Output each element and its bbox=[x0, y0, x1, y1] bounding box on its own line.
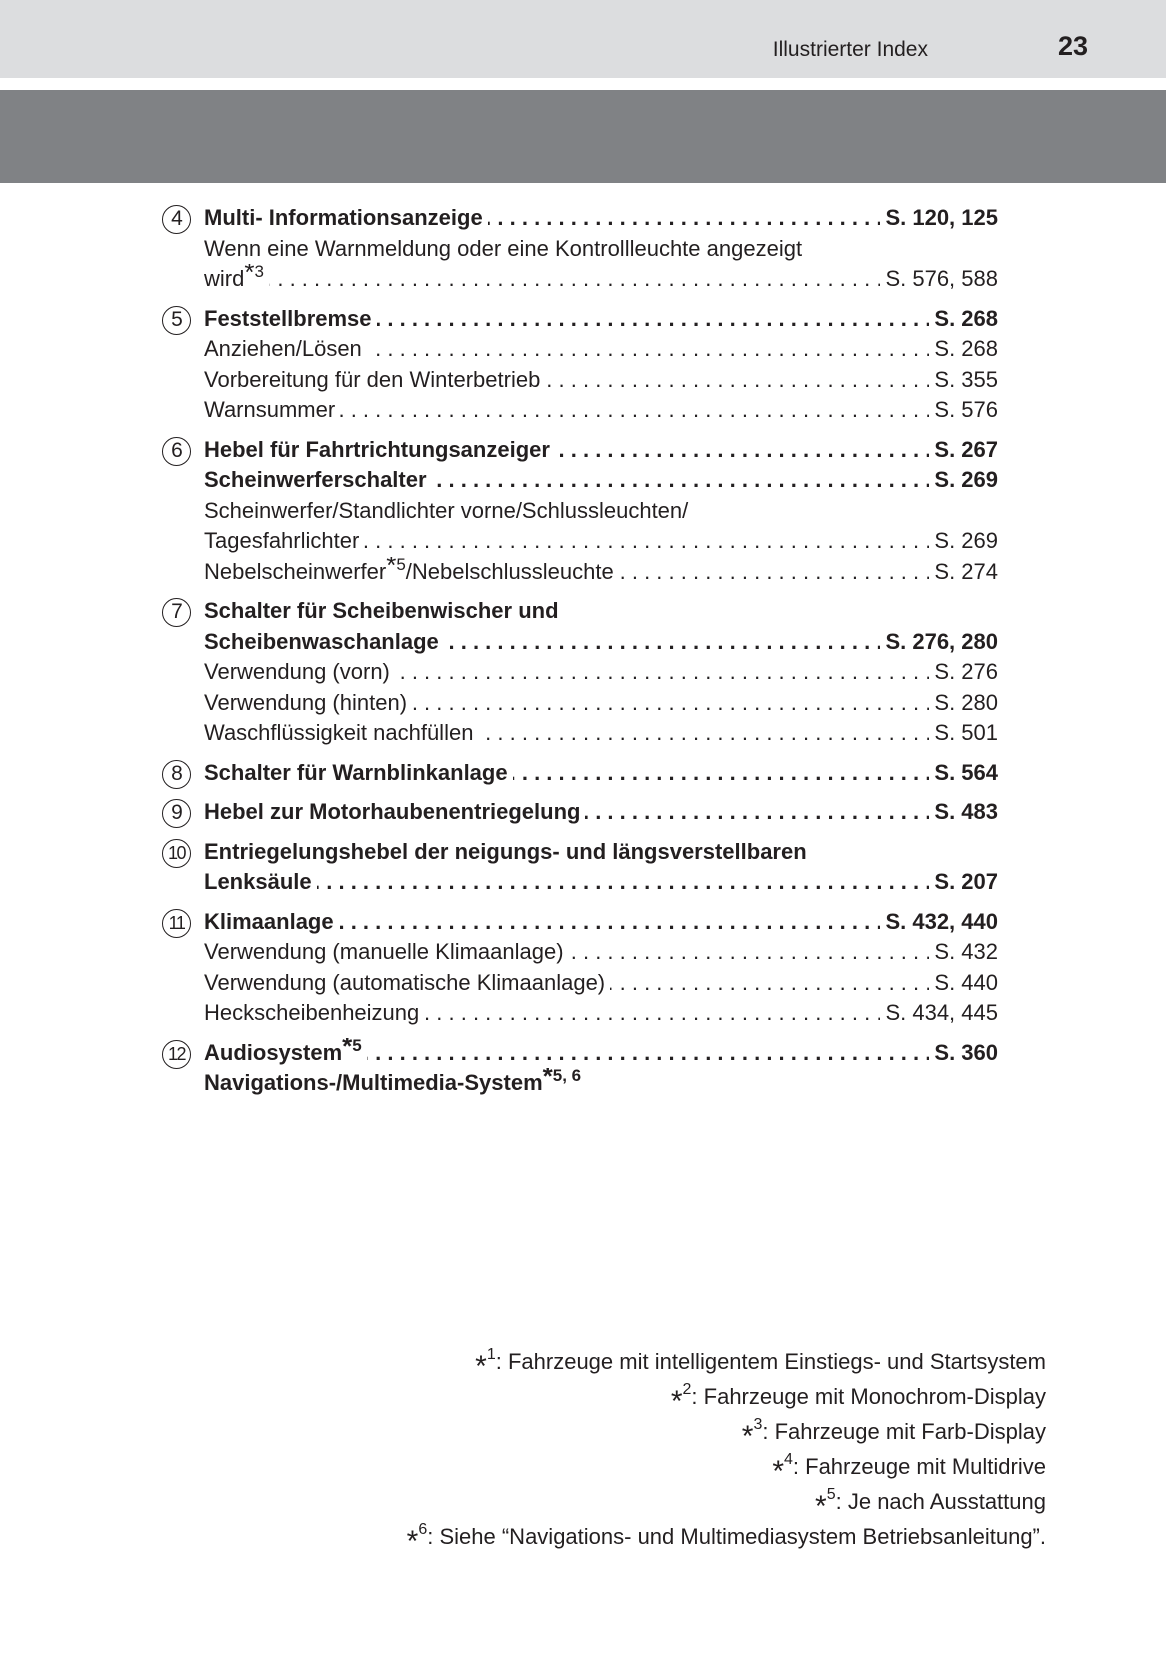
index-group bbox=[152, 596, 998, 749]
footnote-number: 3 bbox=[254, 264, 264, 281]
page-reference[interactable]: S. 269 bbox=[929, 526, 998, 557]
footnote-reference bbox=[342, 1037, 362, 1061]
entry-label bbox=[204, 498, 693, 523]
index-entry[interactable] bbox=[204, 688, 998, 719]
entry-label bbox=[204, 336, 367, 361]
asterisk-icon: * bbox=[542, 1068, 553, 1091]
entry-label bbox=[204, 437, 555, 462]
item-number-badge: 8 bbox=[162, 760, 191, 789]
page-reference[interactable]: S. 360 bbox=[929, 1038, 998, 1069]
index-entry[interactable] bbox=[204, 837, 998, 868]
entry-label bbox=[204, 629, 444, 654]
page-reference[interactable]: S. 576 bbox=[929, 395, 998, 426]
index-group bbox=[152, 837, 998, 898]
index-entry[interactable] bbox=[204, 1038, 998, 1069]
footnote-text: : Fahrzeuge mit Monochrom-Display bbox=[691, 1384, 1046, 1409]
footnote-reference bbox=[542, 1068, 582, 1091]
entry-text: Tagesfahrlichter bbox=[204, 528, 360, 553]
page-reference[interactable]: S. 269 bbox=[929, 465, 998, 496]
index-entry[interactable] bbox=[204, 718, 998, 749]
page-reference[interactable]: S. 276 bbox=[929, 657, 998, 688]
entry-text: Feststellbremse bbox=[204, 305, 372, 331]
page-reference[interactable]: S. 274 bbox=[929, 557, 998, 588]
entry-label bbox=[204, 1000, 424, 1025]
footnote-text: : Fahrzeuge mit intelligentem Einstiegs- und Startsystem bbox=[495, 1349, 1046, 1374]
asterisk-icon: * bbox=[342, 1037, 353, 1061]
entry-text: Audiosystem bbox=[204, 1039, 343, 1065]
item-number-badge: 12 bbox=[162, 1040, 191, 1069]
footnote-text: : Fahrzeuge mit Multidrive bbox=[792, 1454, 1046, 1479]
footnote-number: 5, 6 bbox=[552, 1068, 582, 1085]
entry-label bbox=[204, 839, 812, 864]
entry-text: Klimaanlage bbox=[204, 908, 334, 934]
item-number-badge: 4 bbox=[162, 205, 191, 234]
footnote bbox=[407, 1338, 1046, 1383]
entry-label bbox=[204, 236, 807, 261]
footnote-number: 1 bbox=[486, 1346, 496, 1363]
leader-dots bbox=[204, 264, 998, 295]
index-entry[interactable] bbox=[204, 937, 998, 968]
entry-text: Entriegelungshebel der neigungs- und längsverstellbaren bbox=[204, 838, 807, 864]
entry-label bbox=[204, 690, 412, 715]
footnote-number: 6 bbox=[418, 1521, 428, 1538]
index-entry[interactable] bbox=[204, 998, 998, 1029]
entry-text: Schalter für Warnblinkanlage bbox=[204, 759, 508, 785]
index-entry[interactable] bbox=[204, 867, 998, 898]
item-number-badge: 10 bbox=[162, 839, 191, 868]
page-reference[interactable]: S. 576, 588 bbox=[880, 264, 998, 295]
footnotes bbox=[406, 1338, 1046, 1558]
header-divider bbox=[0, 78, 1166, 90]
index-entry[interactable] bbox=[204, 334, 998, 365]
index-entry[interactable] bbox=[204, 496, 998, 527]
entry-text: Verwendung (vorn) bbox=[204, 659, 390, 684]
index-list bbox=[152, 203, 998, 1108]
entry-label bbox=[204, 306, 377, 331]
index-entry[interactable] bbox=[204, 758, 998, 789]
entry-text: Warnsummer bbox=[204, 397, 336, 422]
entry-label bbox=[204, 909, 339, 934]
index-entry[interactable] bbox=[204, 395, 998, 426]
entry-text: Multi- Informationsanzeige bbox=[204, 205, 483, 230]
page-reference[interactable]: S. 120, 125 bbox=[880, 203, 998, 234]
index-entry[interactable] bbox=[204, 627, 998, 658]
index-entry[interactable] bbox=[204, 304, 998, 335]
entry-text: Verwendung (hinten) bbox=[204, 689, 408, 715]
item-number-badge: 6 bbox=[162, 437, 191, 466]
header-dark-bar bbox=[0, 90, 1166, 183]
page-number: 23 bbox=[1057, 31, 1088, 61]
entry-text: Lenksäule bbox=[204, 869, 312, 894]
footnote-reference bbox=[244, 264, 264, 287]
entry-text: Hebel für Fahrtrichtungsanzeiger bbox=[204, 436, 550, 462]
index-group bbox=[152, 907, 998, 1029]
page-reference[interactable]: S. 501 bbox=[929, 718, 998, 749]
index-entry[interactable] bbox=[204, 264, 998, 295]
page-reference[interactable]: S. 434, 445 bbox=[880, 998, 998, 1029]
footnote bbox=[407, 1478, 1046, 1523]
page-reference[interactable]: S. 432, 440 bbox=[880, 907, 998, 938]
footnote-number: 3 bbox=[753, 1416, 763, 1433]
entry-text: Navigations-/Multimedia-System bbox=[204, 1070, 543, 1095]
entry-text: Schalter für Scheibenwischer und bbox=[204, 598, 559, 623]
footnote-number: 2 bbox=[682, 1381, 692, 1398]
index-group bbox=[152, 758, 998, 789]
entry-label bbox=[204, 205, 488, 230]
entry-label bbox=[204, 367, 545, 392]
item-number-badge: 11 bbox=[162, 909, 191, 938]
entry-label bbox=[204, 869, 317, 894]
index-entry[interactable] bbox=[204, 657, 998, 688]
page-reference[interactable]: S. 267 bbox=[929, 435, 998, 466]
entry-label bbox=[204, 939, 569, 964]
index-entry[interactable] bbox=[204, 526, 998, 557]
asterisk-icon: * bbox=[406, 1525, 419, 1558]
entry-text: Verwendung (automatische Klimaanlage) bbox=[204, 969, 606, 995]
index-group bbox=[152, 304, 998, 426]
asterisk-icon: * bbox=[815, 1490, 827, 1523]
entry-text: Vorbereitung für den Winterbetrieb bbox=[204, 366, 541, 392]
entry-text: Nebelscheinwerfer bbox=[204, 558, 387, 584]
header-band bbox=[0, 0, 1166, 78]
index-entry[interactable] bbox=[204, 797, 998, 828]
entry-label bbox=[204, 598, 564, 623]
footnote bbox=[407, 1373, 1046, 1418]
entry-text: Verwendung (manuelle Klimaanlage) bbox=[204, 939, 564, 964]
index-entry[interactable] bbox=[204, 596, 998, 627]
entry-text-continued: /Nebelschlussleuchte bbox=[405, 558, 614, 584]
entry-text: Scheinwerfer/Standlichter vorne/Schlussleuchten/ bbox=[204, 497, 689, 523]
entry-text: Scheinwerferschalter bbox=[204, 467, 427, 492]
footnote-number: 5 bbox=[396, 556, 406, 574]
asterisk-icon: * bbox=[475, 1350, 487, 1383]
page-reference[interactable]: S. 440 bbox=[929, 968, 998, 999]
asterisk-icon: * bbox=[741, 1420, 754, 1453]
leader-dots bbox=[204, 867, 998, 898]
index-entry[interactable] bbox=[204, 907, 998, 938]
page-reference[interactable]: S. 432 bbox=[929, 937, 998, 968]
entry-text: Scheibenwaschanlage bbox=[204, 628, 439, 654]
page-reference[interactable]: S. 564 bbox=[929, 758, 998, 789]
entry-text: Heckscheibenheizung bbox=[204, 1000, 420, 1025]
entry-label bbox=[204, 397, 340, 422]
section-title: Illustrierter Index bbox=[772, 38, 928, 61]
index-entry[interactable] bbox=[204, 557, 998, 588]
entry-label bbox=[204, 799, 585, 824]
entry-label bbox=[204, 528, 364, 553]
entry-text: Anziehen/Lösen bbox=[204, 336, 362, 361]
index-entry[interactable] bbox=[204, 465, 998, 496]
index-entry[interactable] bbox=[204, 1068, 998, 1099]
item-number-badge: 9 bbox=[162, 799, 191, 828]
index-entry[interactable] bbox=[204, 435, 998, 466]
footnote-number: 5 bbox=[352, 1037, 362, 1055]
entry-label bbox=[204, 266, 269, 291]
entry-text: wird bbox=[204, 266, 245, 291]
page-reference[interactable]: S. 268 bbox=[929, 304, 998, 335]
entry-label bbox=[204, 970, 610, 995]
footnote-number: 4 bbox=[784, 1451, 793, 1468]
index-group bbox=[152, 1038, 998, 1099]
page-reference[interactable]: S. 276, 280 bbox=[880, 627, 998, 658]
entry-label bbox=[204, 659, 395, 684]
footnote-number: 5 bbox=[826, 1486, 836, 1503]
index-entry[interactable] bbox=[204, 968, 998, 999]
footnote-text: : Je nach Ausstattung bbox=[835, 1489, 1046, 1514]
page-reference[interactable]: S. 207 bbox=[929, 867, 998, 898]
footnote-reference bbox=[386, 556, 406, 580]
entry-text: Wenn eine Warnmeldung oder eine Kontrollleuchte angezeigt bbox=[204, 235, 803, 261]
index-group bbox=[152, 797, 998, 828]
page-reference[interactable]: S. 268 bbox=[929, 334, 998, 365]
footnote bbox=[407, 1408, 1046, 1453]
footnote-text: : Fahrzeuge mit Farb-Display bbox=[762, 1419, 1046, 1444]
entry-text: Waschflüssigkeit nachfüllen bbox=[204, 720, 474, 745]
page-reference[interactable]: S. 483 bbox=[929, 797, 998, 828]
entry-text: Hebel zur Motorhaubenentriegelung bbox=[204, 799, 581, 824]
footnote bbox=[406, 1513, 1046, 1558]
index-entry[interactable] bbox=[204, 203, 998, 234]
index-group bbox=[152, 435, 998, 588]
entry-label bbox=[204, 556, 619, 584]
index-entry[interactable] bbox=[204, 234, 998, 265]
asterisk-icon: * bbox=[386, 556, 397, 580]
entry-label bbox=[204, 1037, 367, 1065]
index-group bbox=[152, 203, 998, 295]
entry-label bbox=[204, 1070, 586, 1095]
entry-label bbox=[204, 467, 432, 492]
footnote bbox=[407, 1443, 1046, 1488]
item-number-badge: 5 bbox=[162, 306, 191, 335]
index-entry[interactable] bbox=[204, 365, 998, 396]
page-reference[interactable]: S. 280 bbox=[929, 688, 998, 719]
entry-label bbox=[204, 720, 478, 745]
asterisk-icon: * bbox=[244, 264, 255, 287]
item-number-badge: 7 bbox=[162, 598, 191, 627]
entry-label bbox=[204, 760, 513, 785]
asterisk-icon: * bbox=[772, 1455, 784, 1488]
footnote-text: : Siehe “Navigations- und Multimediasystem Betriebsanleitung”. bbox=[427, 1524, 1046, 1549]
asterisk-icon: * bbox=[670, 1385, 683, 1418]
page-reference[interactable]: S. 355 bbox=[929, 365, 998, 396]
